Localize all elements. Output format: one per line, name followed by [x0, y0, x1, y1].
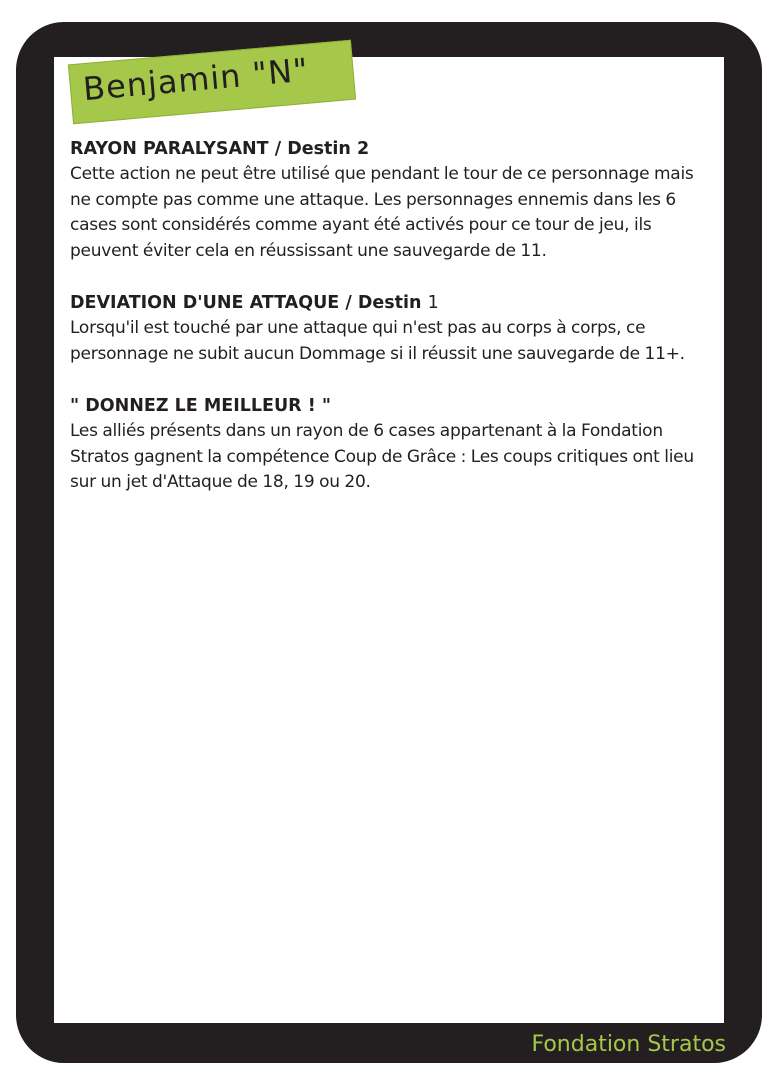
- ability-heading: [70, 136, 718, 162]
- character-name: Benjamin "N": [81, 50, 311, 109]
- ability-cost: 1: [427, 293, 439, 313]
- ability-heading: [70, 290, 718, 316]
- ability-description: Les alliés présents dans un rayon de 6 cases appartenant à la Fondation Stratos gagnent la compétence Coup de Grâce : Les coups critiques ont lieu sur un jet d'Attaque de 18, 19 ou 20.: [70, 421, 694, 492]
- ability-name: RAYON PARALYSANT / Destin: [70, 139, 351, 159]
- faction-label: Fondation Stratos: [531, 1032, 726, 1057]
- ability-description: Cette action ne peut être utilisé que pendant le tour de ce personnage mais ne compte pas comme une attaque. Les personnages ennemis dans les 6 cases sont considérés comme ayant été activés pour ce tour de jeu, ils peuvent éviter cela en réussissant une sauvegarde de 11.: [70, 164, 694, 261]
- ability-name: DEVIATION D'UNE ATTAQUE / Destin: [70, 293, 422, 313]
- ability-heading: [70, 393, 718, 419]
- abilities-list: [70, 136, 718, 522]
- ability-deviation-attaque: [70, 290, 718, 367]
- ability-donnez-le-meilleur: [70, 393, 718, 496]
- ability-name: " DONNEZ LE MEILLEUR ! ": [70, 396, 331, 416]
- ability-cost: 2: [356, 139, 370, 159]
- ability-description: Lorsqu'il est touché par une attaque qui n'est pas au corps à corps, ce personnage ne subit aucun Dommage si il réussit une sauvegarde de 11+.: [70, 318, 685, 364]
- ability-rayon-paralysant: [70, 136, 718, 264]
